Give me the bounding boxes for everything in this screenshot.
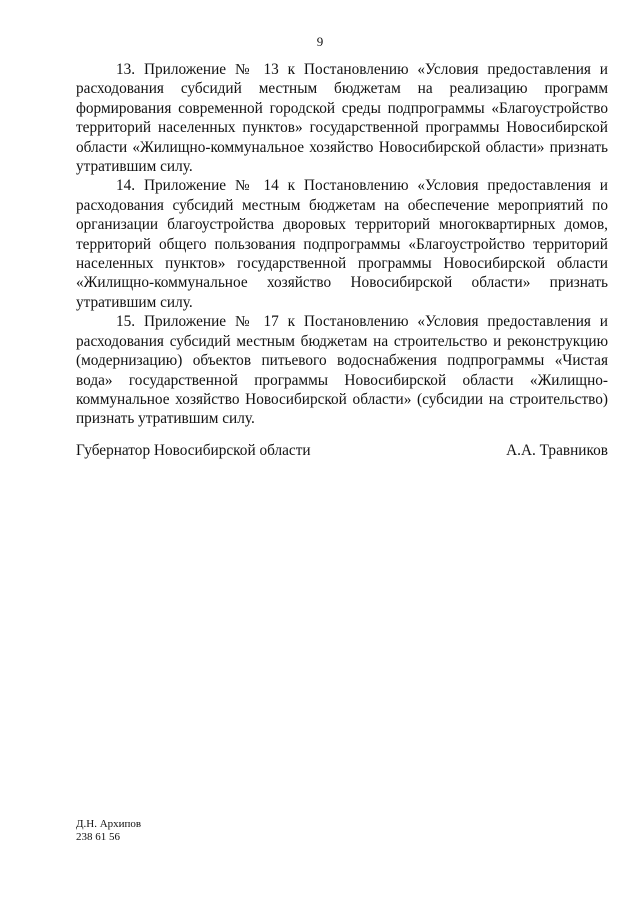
document-body: [76, 60, 608, 429]
executor-name: Д.Н. Архипов: [76, 818, 142, 830]
signatory-name: А.А. Травников: [506, 442, 608, 459]
paragraph-item-14: 14. Приложение № 14 к Постановлению «Условия предоставления и расходования субсидий местным бюджетам на обеспечение мероприятий по организации благоустройства дворовых территорий многоквартирных домов, территорий общего пользования подпрограммы «Благоустройство территорий населенных пунктов» государственной программы Новосибирской области «Жилищно-коммунальное хозяйство Новосибирской области» признать утратившим силу.: [76, 177, 608, 311]
executor-phone: 238 61 56: [76, 831, 120, 843]
executor-block: [76, 818, 141, 844]
signatory-position: Губернатор Новосибирской области: [76, 442, 311, 459]
paragraph-item-15: 15. Приложение № 17 к Постановлению «Условия предоставления и расходования субсидий местным бюджетам на строительство и реконструкцию (модернизацию) объектов питьевого водоснабжения подпрограммы «Чистая вода» государственной программы Новосибирской области «Жилищно-коммунальное хозяйство Новосибирской области» (субсидии на строительство) признать утратившим силу.: [76, 313, 608, 428]
page-number: 9: [316, 34, 324, 49]
signature-block: [76, 441, 608, 460]
paragraph-item-13: 13. Приложение № 13 к Постановлению «Условия предоставления и расходования субсидий местным бюджетам на реализацию программ формирования современной городской среды подпрограммы «Благоустройство территорий населенных пунктов» государственной программы Новосибирской области «Жилищно-коммунальное хозяйство Новосибирской области» признать утратившим силу.: [76, 61, 608, 176]
